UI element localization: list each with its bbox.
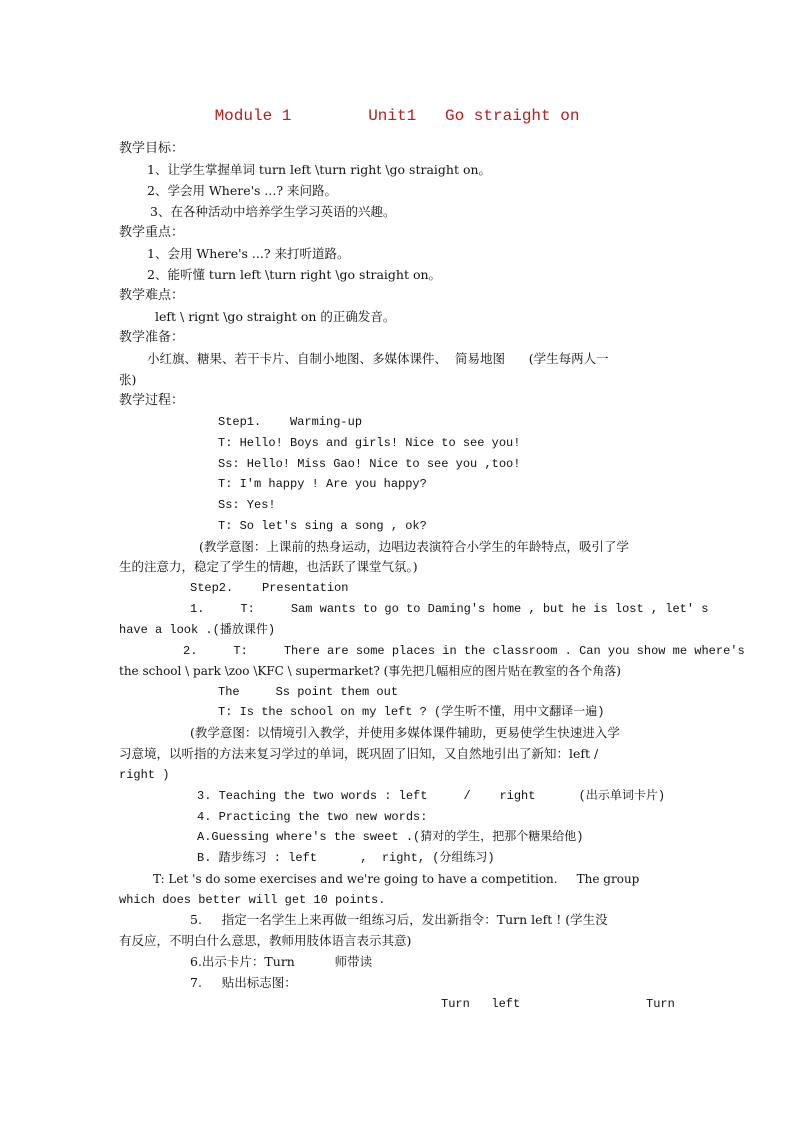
text-line: right ): [119, 768, 170, 782]
section-heading-keypoints: 教学重点：: [119, 225, 185, 240]
text-line: the school \ park \zoo \KFC \ supermarket? (事先把几幅相应的图片贴在教室的各个角落): [119, 664, 621, 678]
section-heading-preparation: 教学准备：: [119, 330, 185, 345]
text-line: A.Guessing where's the sweet .(猜对的学生，把那个糖果给他): [197, 830, 584, 844]
document-title: Module 1 Unit1 Go straight on: [214, 107, 580, 125]
text-line: 习意境，以听指的方法来复习学过的单词，既巩固了旧知，又自然地引出了新知：left /: [119, 746, 599, 761]
text-line: Ss: Hello! Miss Gao! Nice to see you ,too!: [218, 457, 521, 471]
text-line: T: Hello! Boys and girls! Nice to see you!: [218, 436, 521, 450]
text-line: T: So let's sing a song , ok?: [218, 519, 427, 533]
text-line: left \ rignt \go straight on 的正确发音。: [155, 309, 396, 324]
text-line: 1、会用 Where's ...? 来打听道路。: [147, 246, 350, 261]
text-line: The Ss point them out: [218, 685, 399, 699]
text-line: 1、让学生掌握单词 turn left \turn right \go straight on。: [147, 162, 492, 177]
text-line: 2、学会用 Where's ...? 来问路。: [147, 183, 338, 198]
text-line: 有反应，不明白什么意思，教师用肢体语言表示其意): [119, 933, 412, 948]
text-line: Step1. Warming-up: [218, 415, 363, 429]
text-line: (教学意图：以情境引入教学，并使用多媒体课件辅助，更易使学生快速进入学: [190, 725, 620, 740]
text-line: Turn left: [441, 997, 521, 1011]
text-line: 小红旗、糖果、若干卡片、自制小地图、多媒体课件、 简易地图 (学生每两人一: [147, 351, 609, 366]
text-line: 3、在各种活动中培养学生学习英语的兴趣。: [150, 204, 396, 219]
text-line: Step2. Presentation: [190, 581, 349, 595]
text-line: Ss: Yes!: [218, 498, 276, 512]
text-line: T: Is the school on my left ? (学生听不懂，用中文翻译一遍): [218, 705, 605, 719]
text-line: 7. 贴出标志图：: [190, 975, 297, 990]
text-line: 生的注意力，稳定了学生的情趣，也活跃了课堂气氛。): [119, 559, 418, 574]
text-line: 2、能听懂 turn left \turn right \go straight on。: [147, 267, 442, 282]
text-line: have a look .(播放课件): [119, 623, 276, 637]
text-line: 5. 指定一名学生上来再做一组练习后，发出新指令：Turn left ! (学生没: [190, 912, 608, 927]
text-line: T: Let 's do some exercises and we're going to have a competition. The group: [153, 872, 640, 886]
text-line: Turn: [646, 997, 675, 1011]
text-line: T: I'm happy ! Are you happy?: [218, 477, 427, 491]
text-line: which does better will get 10 points.: [119, 893, 386, 907]
text-line: 2. T: There are some places in the classroom . Can you show me where's: [183, 644, 745, 658]
text-line: 3. Teaching the two words : left / right (出示单词卡片): [197, 789, 666, 803]
text-line: (教学意图：上课前的热身运动，边唱边表演符合小学生的年龄特点，吸引了学: [199, 539, 629, 554]
section-heading-process: 教学过程：: [119, 393, 185, 408]
text-line: 6.出示卡片：Turn 师带读: [190, 954, 373, 969]
text-line: 1. T: Sam wants to go to Daming's home , but he is lost , let' s: [190, 602, 709, 616]
text-line: B. 踏步练习 : left , right, (分组练习): [197, 851, 495, 865]
text-line: 4. Practicing the two new words:: [197, 810, 428, 824]
section-heading-difficulties: 教学难点：: [119, 288, 185, 303]
text-line: 张): [119, 372, 137, 387]
section-heading-objectives: 教学目标：: [119, 141, 185, 156]
